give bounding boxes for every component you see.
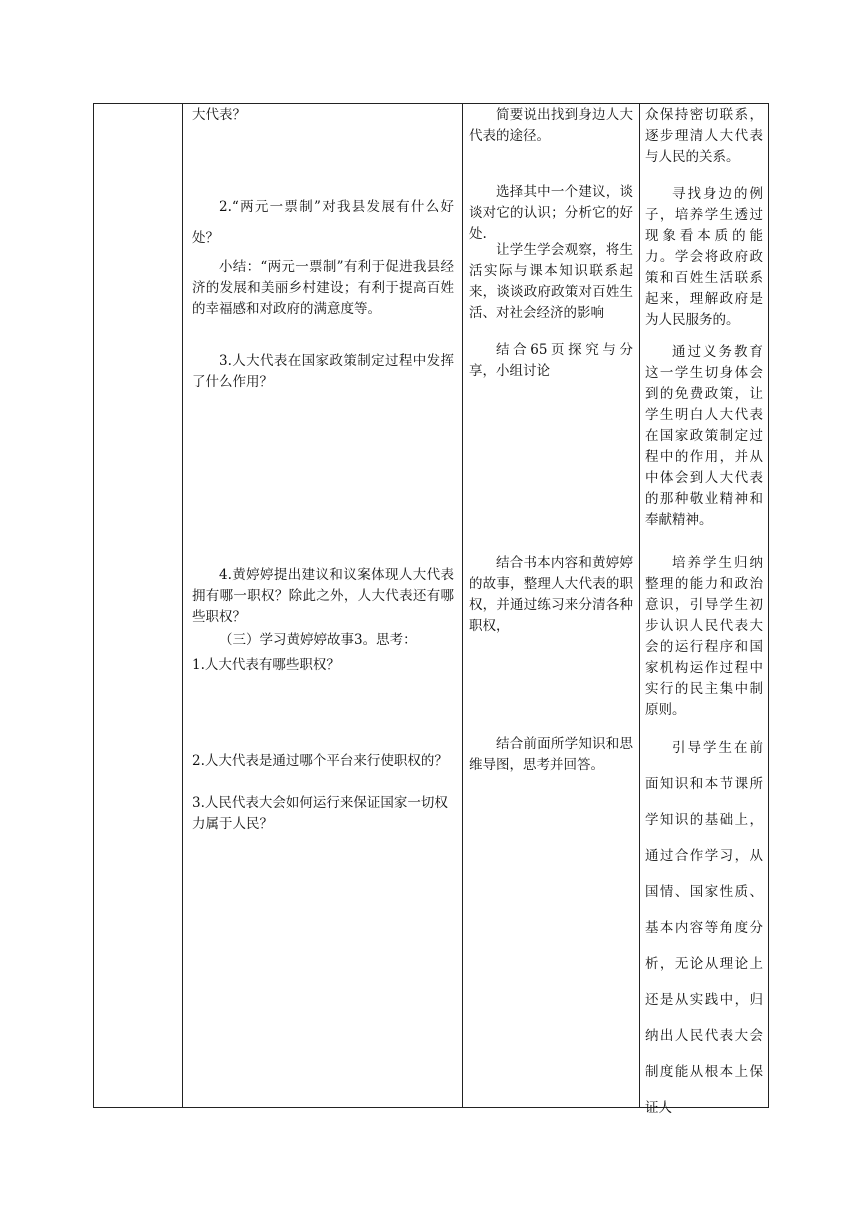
- student-activity-cell: [463, 104, 640, 1108]
- intent-text: 寻找身边的例子，培养学生透过现象看本质的能力。学会将政府政策和百姓生活联系起来，理解政府是为人民服务的。: [645, 186, 763, 328]
- lesson-plan-table: [93, 103, 769, 1116]
- intent-text: 引导学生在前面知识和本节课所学知识的基础上，通过合作学习，从国情、国家性质、基本内容等角度分析，无论从理论上还是从实践中，归纳出人民代表大会制度能从根本上保证人: [645, 740, 763, 1116]
- sub-question-1: 1.人大代表有哪些职权？: [192, 657, 340, 673]
- activity-text: 结合前面所学知识和思维导图，思考并回答。: [469, 736, 633, 773]
- activity-text: 结合书本内容和黄婷婷的故事，整理人大代表的职权，并通过练习来分清各种职权，: [469, 555, 633, 634]
- activity-text: 选择其中一个建议，谈谈对它的认识；分析它的好处.: [469, 184, 633, 242]
- question-2: 2.“两元一票制”对我县发展有什么好处？: [192, 199, 454, 246]
- intent-text: 培养学生归纳整理的能力和政治意识，引导学生初步认识人民代表大会的运行程序和国家机构运作过程中实行的民主集中制原则。: [645, 555, 763, 718]
- intent-text: 众保持密切联系，逐步理清人大代表与人民的关系。: [645, 107, 763, 165]
- summary-text: 小结：“两元一票制”有利于促进我县经济的发展和美丽乡村建设；有利于提高百姓的幸福感和对政府的满意度等。: [192, 259, 454, 317]
- table-row: [94, 104, 769, 1108]
- content-text: 大代表？: [192, 107, 246, 123]
- question-3: 3.人大代表在国家政策制定过程中发挥了什么作用？: [192, 353, 454, 390]
- design-intent-cell: [640, 104, 769, 1116]
- intent-text: 通过义务教育这一学生切身体会到的免费政策，让学生明白人大代表在国家政策制定过程中的作用，并从中体会到人大代表的那种敬业精神和奉献精神。: [645, 344, 763, 528]
- teaching-content-cell: [183, 104, 463, 1108]
- activity-text: 简要说出找到身边人大代表的途径。: [469, 107, 633, 144]
- section-column-cell: [94, 104, 183, 1108]
- sub-question-2: 2.人大代表是通过哪个平台来行使职权的？: [192, 753, 448, 769]
- sub-question-3: 3.人民代表大会如何运行来保证国家一切权力属于人民？: [192, 795, 448, 832]
- question-4: 4.黄婷婷提出建议和议案体现人大代表拥有哪一职权？除此之外，人大代表还有哪些职权？: [192, 567, 454, 625]
- activity-text: 让学生学会观察，将生活实际与课本知识联系起来，谈谈政府政策对百姓生活、对社会经济的影响: [469, 242, 633, 321]
- activity-text: 结合65页探究与分享，小组讨论: [469, 342, 633, 379]
- section-heading: （三）学习黄婷婷故事3。思考：: [219, 632, 417, 648]
